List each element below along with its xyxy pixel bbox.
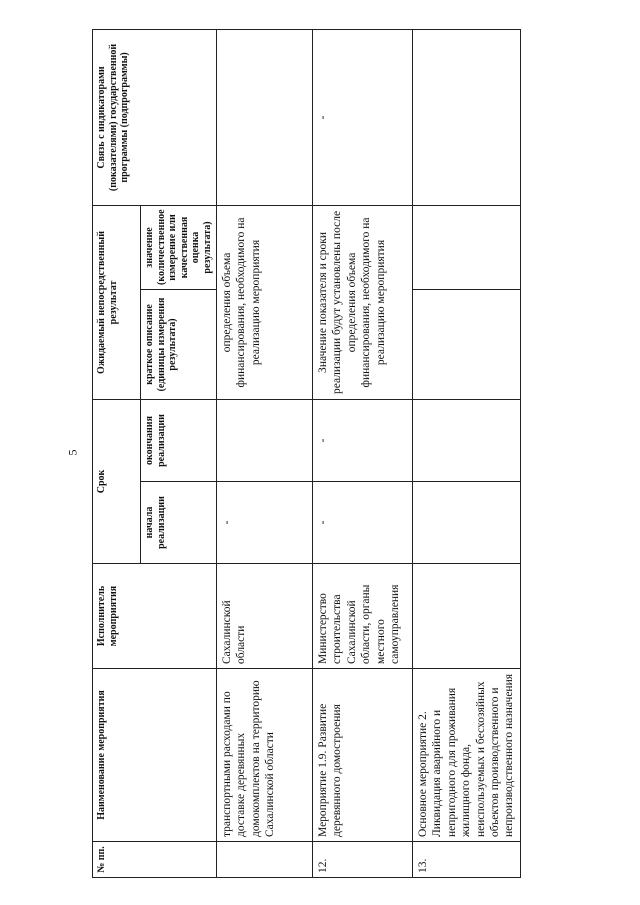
row-name: транспортными расходами по доставке деревянных домокомплектов на территорию Сахалинской области (217, 669, 313, 842)
table-row (313, 29, 413, 877)
row-executor (413, 564, 521, 669)
header-period: Срок (93, 399, 141, 563)
row-start: - (313, 482, 413, 564)
row-result: определения объема финансирования, необходимого на реализацию мероприятия (217, 205, 313, 399)
table-row (217, 29, 313, 877)
rotated-table-wrapper (92, 30, 516, 878)
row-link (217, 29, 313, 205)
row-link (413, 29, 521, 205)
header-num: № пп. (93, 842, 217, 878)
row-end (217, 399, 313, 481)
row-num: 13. (413, 842, 521, 878)
page-number: 5 (65, 449, 80, 456)
row-short (413, 289, 521, 399)
header-link: Связь с индикаторами (показателями) государственной программы (подпрограммы) (93, 29, 217, 205)
row-end: - (313, 399, 413, 481)
row-link: - (313, 29, 413, 205)
row-num (217, 842, 313, 878)
header-start: начала реализации (141, 482, 217, 564)
header-short: краткое описание (единицы измерения результата) (141, 289, 217, 399)
row-value (413, 205, 521, 289)
row-name: Мероприятие 1.9. Развитие деревянного домостроения (313, 669, 413, 842)
header-value: значение (количественное измерение или качественная оценка результата) (141, 205, 217, 289)
header-name: Наименование мероприятия (93, 669, 217, 842)
header-end: окончания реализации (141, 399, 217, 481)
row-num: 12. (313, 842, 413, 878)
measures-table (92, 29, 521, 878)
header-executor: Исполнитель мероприятия (93, 564, 217, 669)
header-result: Ожидаемый непосредственный результат (93, 205, 141, 399)
row-result: Значение показателя и сроки реализации будут установлены после определения объема финансирования, необходимого на реализацию мероприятия (313, 205, 413, 399)
row-start: - (217, 482, 313, 564)
table-row (413, 29, 521, 877)
row-end (413, 399, 521, 481)
row-name: Основное мероприятие 2. Ликвидация аварийного и непригодного для проживания жилищного фонда, неиспользуемых и бесхозяйных объектов производственного и непроизводственного назначения (413, 669, 521, 842)
row-executor: Сахалинской области (217, 564, 313, 669)
row-start (413, 482, 521, 564)
row-executor: Министерство строительства Сахалинской области, органы местного самоуправления (313, 564, 413, 669)
